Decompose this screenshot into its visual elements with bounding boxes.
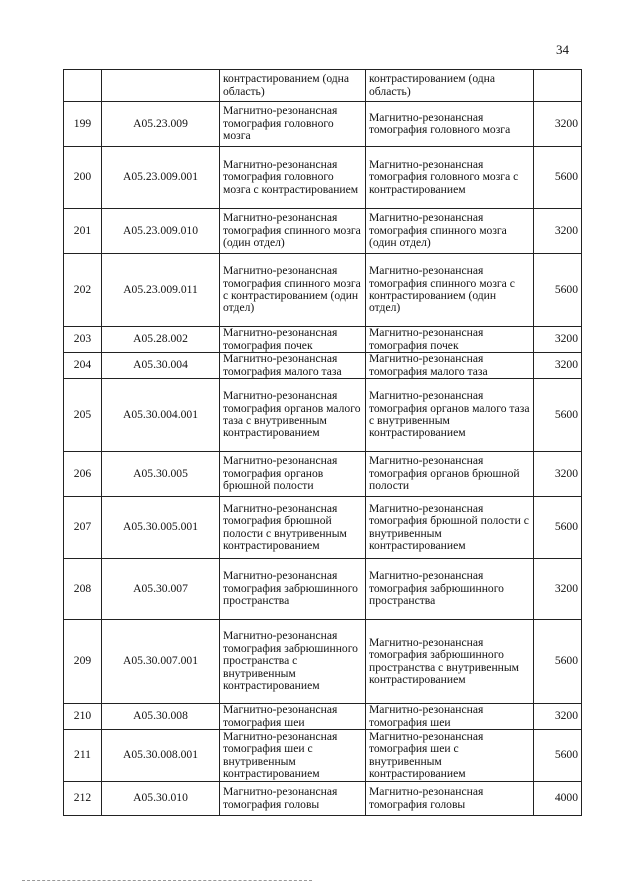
row-number-cell: 205 (64, 379, 102, 452)
service-code-cell: A05.30.010 (102, 782, 220, 816)
row-number-cell: 203 (64, 327, 102, 353)
service-full-name-cell: Магнитно-резонансная томография спинного мозга с контрастированием (один отдел) (366, 254, 534, 327)
row-number-cell: 202 (64, 254, 102, 327)
service-name-cell: Магнитно-резонансная томография головного мозга (220, 102, 366, 147)
service-code-cell: A05.23.009.011 (102, 254, 220, 327)
service-name-cell: Магнитно-резонансная томография забрюшинного пространства (220, 559, 366, 620)
service-full-name-cell: Магнитно-резонансная томография головы (366, 782, 534, 816)
service-name-cell: Магнитно-резонансная томография спинного мозга (один отдел) (220, 209, 366, 254)
service-full-name-cell: Магнитно-резонансная томография забрюшинного пространства (366, 559, 534, 620)
row-number-cell: 208 (64, 559, 102, 620)
price-cell (534, 70, 582, 102)
price-cell: 5600 (534, 497, 582, 559)
table-row (64, 730, 582, 782)
service-full-name-cell: Магнитно-резонансная томография почек (366, 327, 534, 353)
price-cell: 3200 (534, 102, 582, 147)
service-code-cell: A05.28.002 (102, 327, 220, 353)
service-full-name-cell: Магнитно-резонансная томография забрюшинного пространства с внутривенным контрастированием (366, 620, 534, 704)
service-name-cell: Магнитно-резонансная томография малого таза (220, 353, 366, 379)
price-cell: 3200 (534, 704, 582, 730)
service-name-cell: Магнитно-резонансная томография головы (220, 782, 366, 816)
service-full-name-cell: контрастированием (одна область) (366, 70, 534, 102)
row-number-cell: 212 (64, 782, 102, 816)
service-full-name-cell: Магнитно-резонансная томография органов малого таза с внутривенным контрастированием (366, 379, 534, 452)
row-number-cell: 201 (64, 209, 102, 254)
table-row (64, 254, 582, 327)
service-name-cell: Магнитно-резонансная томография брюшной полости с внутривенным контрастированием (220, 497, 366, 559)
row-number-cell: 207 (64, 497, 102, 559)
service-code-cell: A05.30.004 (102, 353, 220, 379)
table-row (64, 620, 582, 704)
price-cell: 3200 (534, 327, 582, 353)
service-name-cell: Магнитно-резонансная томография забрюшинного пространства с внутривенным контрастированием (220, 620, 366, 704)
row-number-cell: 209 (64, 620, 102, 704)
service-full-name-cell: Магнитно-резонансная томография шеи (366, 704, 534, 730)
service-code-cell: A05.23.009.010 (102, 209, 220, 254)
table-row (64, 782, 582, 816)
footer-divider (22, 880, 312, 881)
table-row (64, 704, 582, 730)
service-code-cell (102, 70, 220, 102)
service-full-name-cell: Магнитно-резонансная томография шеи с внутривенным контрастированием (366, 730, 534, 782)
service-code-cell: A05.23.009.001 (102, 147, 220, 209)
service-full-name-cell: Магнитно-резонансная томография малого таза (366, 353, 534, 379)
price-cell: 3200 (534, 452, 582, 497)
price-cell: 5600 (534, 147, 582, 209)
price-cell: 5600 (534, 620, 582, 704)
service-name-cell: Магнитно-резонансная томография шеи с внутривенным контрастированием (220, 730, 366, 782)
table-row (64, 559, 582, 620)
price-cell: 5600 (534, 379, 582, 452)
price-cell: 4000 (534, 782, 582, 816)
service-code-cell: A05.30.008.001 (102, 730, 220, 782)
row-number-cell: 206 (64, 452, 102, 497)
row-number-cell: 204 (64, 353, 102, 379)
page-number: 34 (556, 42, 569, 57)
service-code-cell: A05.30.008 (102, 704, 220, 730)
service-code-cell: A05.30.005.001 (102, 497, 220, 559)
service-full-name-cell: Магнитно-резонансная томография спинного мозга (один отдел) (366, 209, 534, 254)
row-number-cell: 210 (64, 704, 102, 730)
service-code-cell: A05.23.009 (102, 102, 220, 147)
table-row (64, 353, 582, 379)
row-number-cell: 199 (64, 102, 102, 147)
row-number-cell: 211 (64, 730, 102, 782)
price-cell: 3200 (534, 209, 582, 254)
table-row (64, 497, 582, 559)
service-full-name-cell: Магнитно-резонансная томография головного мозга с контрастированием (366, 147, 534, 209)
service-full-name-cell: Магнитно-резонансная томография органов брюшной полости (366, 452, 534, 497)
service-name-cell: Магнитно-резонансная томография головного мозга с контрастированием (220, 147, 366, 209)
service-name-cell: Магнитно-резонансная томография органов малого таза с внутривенным контрастированием (220, 379, 366, 452)
row-number-cell (64, 70, 102, 102)
table-row (64, 147, 582, 209)
row-number-cell: 200 (64, 147, 102, 209)
service-code-cell: A05.30.007 (102, 559, 220, 620)
table-row (64, 379, 582, 452)
price-cell: 5600 (534, 730, 582, 782)
price-cell: 3200 (534, 353, 582, 379)
service-code-cell: A05.30.007.001 (102, 620, 220, 704)
table-row (64, 209, 582, 254)
table-row-continuation (64, 70, 582, 102)
service-name-cell: Магнитно-резонансная томография спинного мозга с контрастированием (один отдел) (220, 254, 366, 327)
table-row (64, 102, 582, 147)
service-name-cell: Магнитно-резонансная томография почек (220, 327, 366, 353)
service-name-cell: контрастированием (одна область) (220, 70, 366, 102)
price-table (63, 69, 582, 816)
price-cell: 3200 (534, 559, 582, 620)
price-cell: 5600 (534, 254, 582, 327)
service-name-cell: Магнитно-резонансная томография шеи (220, 704, 366, 730)
table-row (64, 327, 582, 353)
price-table-body (64, 70, 582, 816)
service-name-cell: Магнитно-резонансная томография органов брюшной полости (220, 452, 366, 497)
service-full-name-cell: Магнитно-резонансная томография головного мозга (366, 102, 534, 147)
table-row (64, 452, 582, 497)
service-code-cell: A05.30.005 (102, 452, 220, 497)
service-code-cell: A05.30.004.001 (102, 379, 220, 452)
service-full-name-cell: Магнитно-резонансная томография брюшной полости с внутривенным контрастированием (366, 497, 534, 559)
